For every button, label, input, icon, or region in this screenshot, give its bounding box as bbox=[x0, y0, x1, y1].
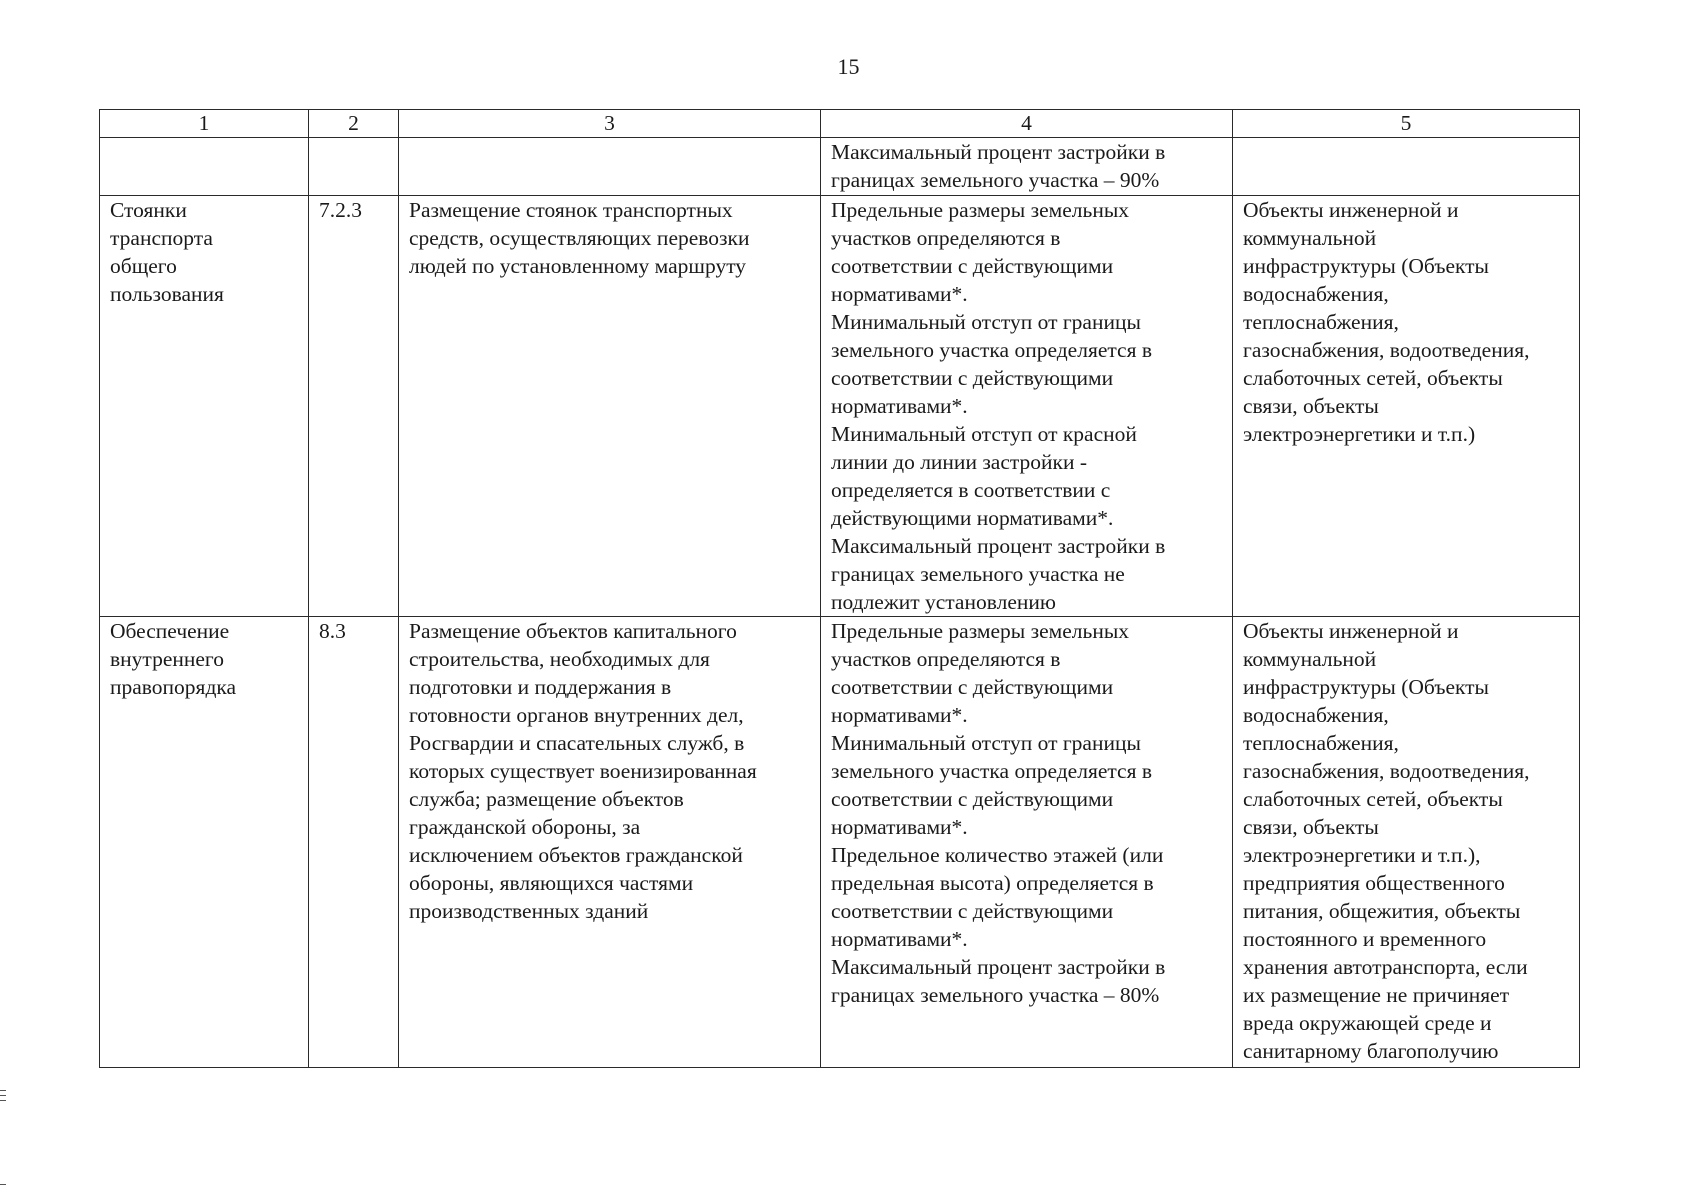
cell-auxiliary bbox=[1233, 138, 1580, 196]
column-header-2: 2 bbox=[309, 110, 399, 138]
cell-parameters: Максимальный процент застройки в границах земельного участка – 90% bbox=[821, 138, 1233, 196]
cell-auxiliary: Объекты инженерной и коммунальной инфраструктуры (Объекты водоснабжения, теплоснабжения, газоснабжения, водоотведения, слаботочных сетей, объекты связи, объекты электроэнергетики и т.п.), предприятия общественного питания, общежития, объекты постоянного и временного хранения автотранспорта, если их размещение не причиняет вреда окружающей среде и санитарному благополучию bbox=[1233, 617, 1580, 1068]
cell-parameters: Предельные размеры земельных участков определяются в соответствии с действующими нормативами*. Минимальный отступ от границы земельного участка определяется в соответствии с действующими нормативами*. Предельное количество этажей (или предельная высота) определяется в соответствии с действующими нормативами*. Максимальный процент застройки в границах земельного участка – 80% bbox=[821, 617, 1233, 1068]
cell-name: Стоянки транспорта общего пользования bbox=[100, 196, 309, 617]
scan-margin-mark bbox=[0, 1100, 6, 1101]
scan-margin-mark bbox=[0, 1184, 6, 1185]
cell-parameters: Предельные размеры земельных участков определяются в соответствии с действующими нормативами*. Минимальный отступ от границы земельного участка определяется в соответствии с действующими нормативами*. Минимальный отступ от красной линии до линии застройки - определяется в соответствии с действующими нормативами*. Максимальный процент застройки в границах земельного участка не подлежит установлению bbox=[821, 196, 1233, 617]
table-header-row bbox=[100, 110, 1580, 138]
table-row bbox=[100, 196, 1580, 617]
column-header-5: 5 bbox=[1233, 110, 1580, 138]
cell-auxiliary: Объекты инженерной и коммунальной инфраструктуры (Объекты водоснабжения, теплоснабжения, газоснабжения, водоотведения, слаботочных сетей, объекты связи, объекты электроэнергетики и т.п.) bbox=[1233, 196, 1580, 617]
cell-description: Размещение стоянок транспортных средств, осуществляющих перевозки людей по установленному маршруту bbox=[399, 196, 821, 617]
column-header-1: 1 bbox=[100, 110, 309, 138]
land-use-table bbox=[99, 109, 1580, 1068]
column-header-3: 3 bbox=[399, 110, 821, 138]
cell-description: Размещение объектов капитального строительства, необходимых для подготовки и поддержания в готовности органов внутренних дел, Росгвардии и спасательных служб, в которых существует военизированная служба; размещение объектов гражданской обороны, за исключением объектов гражданской обороны, являющихся частями производственных зданий bbox=[399, 617, 821, 1068]
page-number: 15 bbox=[837, 54, 860, 79]
column-header-4: 4 bbox=[821, 110, 1233, 138]
cell-code bbox=[309, 138, 399, 196]
cell-name bbox=[100, 138, 309, 196]
cell-code: 8.3 bbox=[309, 617, 399, 1068]
table-row bbox=[100, 138, 1580, 196]
cell-code: 7.2.3 bbox=[309, 196, 399, 617]
table-row bbox=[100, 617, 1580, 1068]
scan-margin-mark bbox=[0, 1090, 6, 1091]
scan-margin-mark bbox=[0, 1095, 6, 1096]
cell-name: Обеспечение внутреннего правопорядка bbox=[100, 617, 309, 1068]
cell-description bbox=[399, 138, 821, 196]
